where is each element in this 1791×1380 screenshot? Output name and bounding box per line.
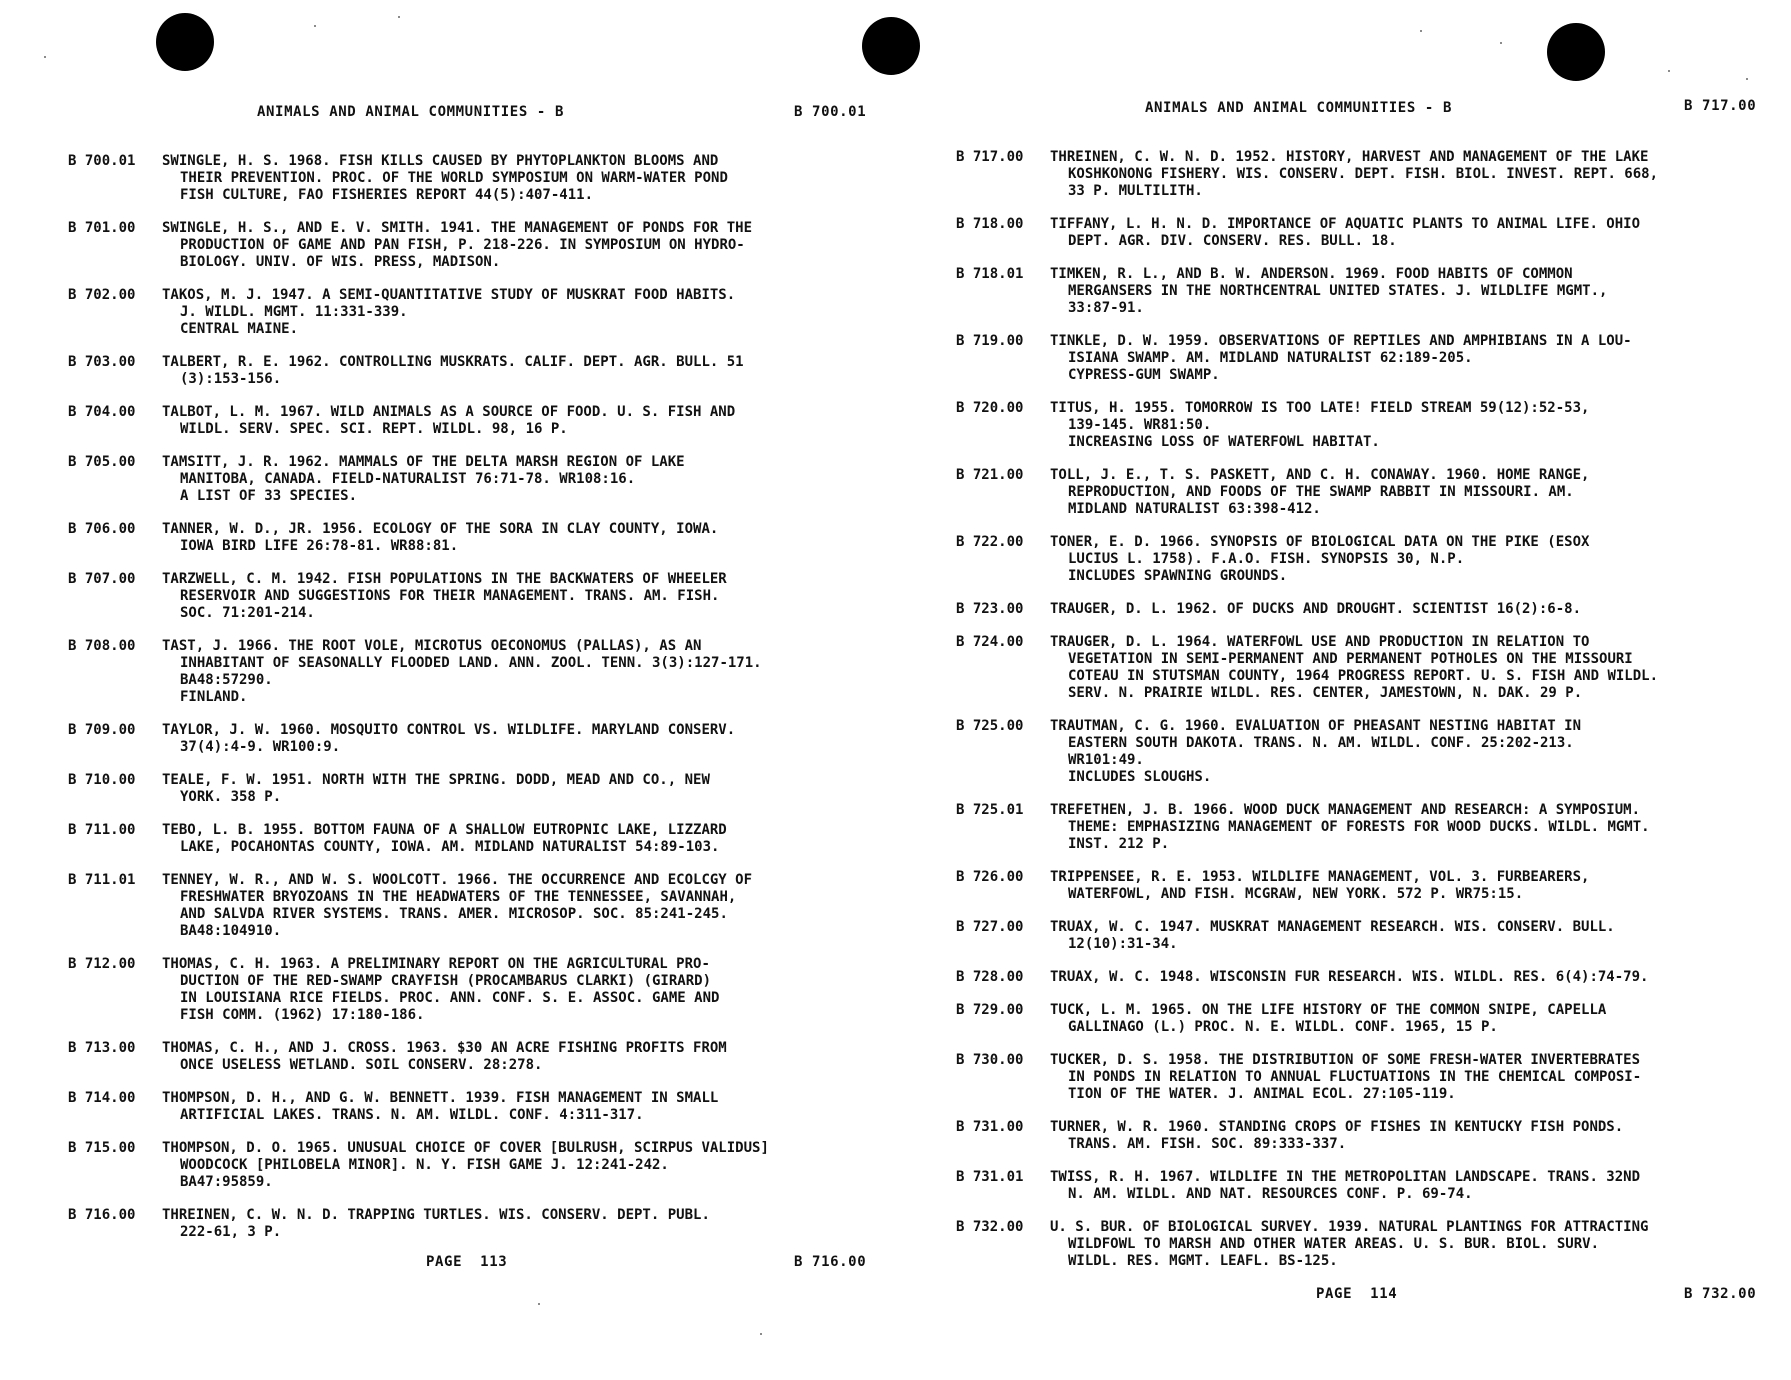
bibliography-entry [68, 454, 895, 505]
page-footer-code: B 716.00 [794, 1254, 867, 1270]
entry-code: B 728.00 [956, 969, 1024, 985]
citation-line: WILDL. SERV. SPEC. SCI. REPT. WILDL. 98, 16 P. [180, 421, 568, 437]
entry-code: B 705.00 [68, 454, 136, 470]
bibliography-entry [68, 822, 895, 856]
bibliography-entry [956, 969, 1791, 986]
bibliography-entry [956, 467, 1791, 518]
citation-line: (3):153-156. [180, 371, 282, 387]
entry-code: B 709.00 [68, 722, 136, 738]
citation-line: U. S. BUR. OF BIOLOGICAL SURVEY. 1939. NATURAL PLANTINGS FOR ATTRACTING [1050, 1219, 1649, 1235]
citation-line: BA47:95859. [180, 1174, 273, 1190]
citation-line: BA48:57290. [180, 672, 273, 688]
bibliography-entry [68, 287, 895, 338]
entry-list [68, 153, 895, 1257]
bibliography-entry [68, 1040, 895, 1074]
entry-code: B 724.00 [956, 634, 1024, 650]
citation-line: CYPRESS-GUM SWAMP. [1068, 367, 1220, 383]
citation-line: TRAUGER, D. L. 1962. OF DUCKS AND DROUGHT. SCIENTIST 16(2):6-8. [1050, 601, 1582, 617]
entry-citation [1050, 969, 1791, 986]
entry-code: B 713.00 [68, 1040, 136, 1056]
entry-code: B 730.00 [956, 1052, 1024, 1068]
citation-line: THOMAS, C. H., AND J. CROSS. 1963. $30 AN ACRE FISHING PROFITS FROM [162, 1040, 727, 1056]
entry-code: B 703.00 [68, 354, 136, 370]
citation-line: TANNER, W. D., JR. 1956. ECOLOGY OF THE SORA IN CLAY COUNTY, IOWA. [162, 521, 719, 537]
entry-code: B 723.00 [956, 601, 1024, 617]
citation-line: 12(10):31-34. [1068, 936, 1178, 952]
citation-line: SWINGLE, H. S., AND E. V. SMITH. 1941. THE MANAGEMENT OF PONDS FOR THE [162, 220, 753, 236]
bibliography-entry [956, 1119, 1791, 1153]
bibliography-entry [68, 1207, 895, 1241]
entry-code: B 717.00 [956, 149, 1024, 165]
citation-line: WILDFOWL TO MARSH AND OTHER WATER AREAS. U. S. BUR. BIOL. SURV. [1068, 1236, 1600, 1252]
entry-code: B 721.00 [956, 467, 1024, 483]
entry-code: B 718.01 [956, 266, 1024, 282]
citation-line: TREFETHEN, J. B. 1966. WOOD DUCK MANAGEMENT AND RESEARCH: A SYMPOSIUM. [1050, 802, 1641, 818]
citation-line: TINKLE, D. W. 1959. OBSERVATIONS OF REPTILES AND AMPHIBIANS IN A LOU- [1050, 333, 1632, 349]
citation-line: TIMKEN, R. L., AND B. W. ANDERSON. 1969. FOOD HABITS OF COMMON [1050, 266, 1573, 282]
entry-citation [162, 354, 895, 388]
page-header-code: B 717.00 [1684, 98, 1757, 114]
citation-line: RESERVOIR AND SUGGESTIONS FOR THEIR MANAGEMENT. TRANS. AM. FISH. [180, 588, 720, 604]
citation-line: WATERFOWL, AND FISH. MCGRAW, NEW YORK. 572 P. WR75:15. [1068, 886, 1524, 902]
citation-line: COTEAU IN STUTSMAN COUNTY, 1964 PROGRESS REPORT. U. S. FISH AND WILDL. [1068, 668, 1659, 684]
citation-line: A LIST OF 33 SPECIES. [180, 488, 358, 504]
citation-line: THREINEN, C. W. N. D. 1952. HISTORY, HARVEST AND MANAGEMENT OF THE LAKE [1050, 149, 1649, 165]
entry-code: B 706.00 [68, 521, 136, 537]
citation-line: MERGANSERS IN THE NORTHCENTRAL UNITED STATES. J. WILDLIFE MGMT., [1068, 283, 1608, 299]
citation-line: TIFFANY, L. H. N. D. IMPORTANCE OF AQUATIC PLANTS TO ANIMAL LIFE. OHIO [1050, 216, 1641, 232]
page-footer-code: B 732.00 [1684, 1286, 1757, 1302]
citation-line: BA48:104910. [180, 923, 282, 939]
citation-line: THREINEN, C. W. N. D. TRAPPING TURTLES. WIS. CONSERV. DEPT. PUBL. [162, 1207, 710, 1223]
citation-line: 139-145. WR81:50. [1068, 417, 1212, 433]
entry-citation [1050, 919, 1791, 953]
entry-citation [162, 1090, 895, 1124]
entry-citation [162, 404, 895, 438]
bibliography-entry [956, 266, 1791, 317]
bibliography-entry [68, 772, 895, 806]
bibliography-entry [956, 802, 1791, 853]
entry-code: B 729.00 [956, 1002, 1024, 1018]
entry-code: B 718.00 [956, 216, 1024, 232]
citation-line: IN LOUISIANA RICE FIELDS. PROC. ANN. CONF. S. E. ASSOC. GAME AND [180, 990, 720, 1006]
entry-code: B 732.00 [956, 1219, 1024, 1235]
citation-line: IOWA BIRD LIFE 26:78-81. WR88:81. [180, 538, 459, 554]
citation-line: REPRODUCTION, AND FOODS OF THE SWAMP RABBIT IN MISSOURI. AM. [1068, 484, 1574, 500]
citation-line: TION OF THE WATER. J. ANIMAL ECOL. 27:105-119. [1068, 1086, 1456, 1102]
citation-line: IN PONDS IN RELATION TO ANNUAL FLUCTUATIONS IN THE CHEMICAL COMPOSI- [1068, 1069, 1642, 1085]
entry-code: B 725.00 [956, 718, 1024, 734]
entry-citation [1050, 1002, 1791, 1036]
entry-code: B 715.00 [68, 1140, 136, 1156]
citation-line: TURNER, W. R. 1960. STANDING CROPS OF FISHES IN KENTUCKY FISH PONDS. [1050, 1119, 1624, 1135]
entry-code: B 720.00 [956, 400, 1024, 416]
bibliography-entry [956, 1219, 1791, 1270]
bibliography-entry [68, 638, 895, 706]
entry-citation [1050, 467, 1791, 518]
citation-line: KOSHKONONG FISHERY. WIS. CONSERV. DEPT. FISH. BIOL. INVEST. REPT. 668, [1068, 166, 1659, 182]
entry-citation [1050, 601, 1791, 618]
entry-code: B 708.00 [68, 638, 136, 654]
citation-line: THOMAS, C. H. 1963. A PRELIMINARY REPORT ON THE AGRICULTURAL PRO- [162, 956, 710, 972]
entry-citation [1050, 1052, 1791, 1103]
entry-code: B 712.00 [68, 956, 136, 972]
bibliography-entry [956, 718, 1791, 786]
citation-line: DUCTION OF THE RED-SWAMP CRAYFISH (PROCAMBARUS CLARKI) (GIRARD) [180, 973, 712, 989]
entry-citation [162, 571, 895, 622]
citation-line: 222-61, 3 P. [180, 1224, 282, 1240]
citation-line: THOMPSON, D. H., AND G. W. BENNETT. 1939. FISH MANAGEMENT IN SMALL [162, 1090, 719, 1106]
citation-line: TAMSITT, J. R. 1962. MAMMALS OF THE DELTA MARSH REGION OF LAKE [162, 454, 685, 470]
entry-citation [162, 521, 895, 555]
citation-line: TAKOS, M. J. 1947. A SEMI-QUANTITATIVE STUDY OF MUSKRAT FOOD HABITS. [162, 287, 736, 303]
bibliography-entry [956, 149, 1791, 200]
entry-code: B 702.00 [68, 287, 136, 303]
page-footer-number: PAGE 113 [426, 1254, 508, 1270]
entry-citation [162, 956, 895, 1024]
bibliography-entry [68, 404, 895, 438]
citation-line: TRAUGER, D. L. 1964. WATERFOWL USE AND PRODUCTION IN RELATION TO [1050, 634, 1590, 650]
citation-line: TEBO, L. B. 1955. BOTTOM FAUNA OF A SHALLOW EUTROPNIC LAKE, LIZZARD [162, 822, 727, 838]
bibliography-entry [68, 872, 895, 940]
citation-line: 33 P. MULTILITH. [1068, 183, 1203, 199]
citation-line: TRUAX, W. C. 1948. WISCONSIN FUR RESEARCH. WIS. WILDL. RES. 6(4):74-79. [1050, 969, 1649, 985]
citation-line: INCLUDES SPAWNING GROUNDS. [1068, 568, 1288, 584]
entry-code: B 731.01 [956, 1169, 1024, 1185]
left-page [0, 0, 895, 1380]
page-header-title: ANIMALS AND ANIMAL COMMUNITIES - B [1145, 100, 1452, 116]
citation-line: TUCKER, D. S. 1958. THE DISTRIBUTION OF SOME FRESH-WATER INVERTEBRATES [1050, 1052, 1641, 1068]
citation-line: LUCIUS L. 1758). F.A.O. FISH. SYNOPSIS 30, N.P. [1068, 551, 1465, 567]
citation-line: FISH COMM. (1962) 17:180-186. [180, 1007, 425, 1023]
entry-citation [1050, 216, 1791, 250]
citation-line: WOODCOCK [PHILOBELA MINOR]. N. Y. FISH GAME J. 12:241-242. [180, 1157, 669, 1173]
page-header-code: B 700.01 [794, 104, 867, 120]
citation-line: TUCK, L. M. 1965. ON THE LIFE HISTORY OF THE COMMON SNIPE, CAPELLA [1050, 1002, 1607, 1018]
citation-line: THEME: EMPHASIZING MANAGEMENT OF FORESTS FOR WOOD DUCKS. WILDL. MGMT. [1068, 819, 1650, 835]
citation-line: TONER, E. D. 1966. SYNOPSIS OF BIOLOGICAL DATA ON THE PIKE (ESOX [1050, 534, 1590, 550]
citation-line: CENTRAL MAINE. [180, 321, 299, 337]
entry-citation [1050, 1119, 1791, 1153]
entry-citation [162, 220, 895, 271]
citation-line: TALBERT, R. E. 1962. CONTROLLING MUSKRATS. CALIF. DEPT. AGR. BULL. 51 [162, 354, 744, 370]
entry-citation [1050, 534, 1791, 585]
entry-code: B 704.00 [68, 404, 136, 420]
entry-code: B 711.01 [68, 872, 136, 888]
entry-citation [162, 638, 895, 706]
entry-list [956, 149, 1791, 1286]
citation-line: ONCE USELESS WETLAND. SOIL CONSERV. 28:278. [180, 1057, 543, 1073]
citation-line: FISH CULTURE, FAO FISHERIES REPORT 44(5):407-411. [180, 187, 594, 203]
citation-line: TRIPPENSEE, R. E. 1953. WILDLIFE MANAGEMENT, VOL. 3. FURBEARERS, [1050, 869, 1590, 885]
citation-line: TRAUTMAN, C. G. 1960. EVALUATION OF PHEASANT NESTING HABITAT IN [1050, 718, 1582, 734]
entry-code: B 726.00 [956, 869, 1024, 885]
citation-line: WILDL. RES. MGMT. LEAFL. BS-125. [1068, 1253, 1338, 1269]
citation-line: AND SALVDA RIVER SYSTEMS. TRANS. AMER. MICROSOP. SOC. 85:241-245. [180, 906, 728, 922]
citation-line: YORK. 358 P. [180, 789, 282, 805]
bibliography-entry [68, 1140, 895, 1191]
entry-citation [162, 454, 895, 505]
citation-line: MANITOBA, CANADA. FIELD-NATURALIST 76:71-78. WR108:16. [180, 471, 636, 487]
citation-line: 33:87-91. [1068, 300, 1144, 316]
entry-citation [1050, 400, 1791, 451]
entry-citation [162, 1140, 895, 1191]
citation-line: N. AM. WILDL. AND NAT. RESOURCES CONF. P. 69-74. [1068, 1186, 1473, 1202]
page-footer-number: PAGE 114 [1316, 1286, 1398, 1302]
entry-code: B 710.00 [68, 772, 136, 788]
entry-citation [162, 872, 895, 940]
entry-citation [162, 822, 895, 856]
entry-citation [1050, 718, 1791, 786]
citation-line: TITUS, H. 1955. TOMORROW IS TOO LATE! FIELD STREAM 59(12):52-53, [1050, 400, 1590, 416]
citation-line: TENNEY, W. R., AND W. S. WOOLCOTT. 1966. THE OCCURRENCE AND ECOLCGY OF [162, 872, 753, 888]
page-header-title: ANIMALS AND ANIMAL COMMUNITIES - B [257, 104, 564, 120]
bibliography-entry [68, 722, 895, 756]
entry-code: B 711.00 [68, 822, 136, 838]
bibliography-entry [956, 534, 1791, 585]
citation-line: TRANS. AM. FISH. SOC. 89:333-337. [1068, 1136, 1347, 1152]
citation-line: INHABITANT OF SEASONALLY FLOODED LAND. ANN. ZOOL. TENN. 3(3):127-171. [180, 655, 762, 671]
entry-citation [1050, 634, 1791, 702]
entry-code: B 719.00 [956, 333, 1024, 349]
entry-citation [1050, 1219, 1791, 1270]
citation-line: INCREASING LOSS OF WATERFOWL HABITAT. [1068, 434, 1380, 450]
citation-line: SOC. 71:201-214. [180, 605, 315, 621]
citation-line: TWISS, R. H. 1967. WILDLIFE IN THE METROPOLITAN LANDSCAPE. TRANS. 32ND [1050, 1169, 1641, 1185]
entry-code: B 722.00 [956, 534, 1024, 550]
bibliography-entry [68, 521, 895, 555]
entry-code: B 701.00 [68, 220, 136, 236]
entry-citation [1050, 1169, 1791, 1203]
right-page [895, 0, 1791, 1380]
entry-code: B 714.00 [68, 1090, 136, 1106]
citation-line: TRUAX, W. C. 1947. MUSKRAT MANAGEMENT RESEARCH. WIS. CONSERV. BULL. [1050, 919, 1615, 935]
citation-line: INCLUDES SLOUGHS. [1068, 769, 1212, 785]
citation-line: INST. 212 P. [1068, 836, 1170, 852]
entry-citation [162, 1207, 895, 1241]
entry-citation [162, 772, 895, 806]
citation-line: GALLINAGO (L.) PROC. N. E. WILDL. CONF. 1965, 15 P. [1068, 1019, 1498, 1035]
citation-line: J. WILDL. MGMT. 11:331-339. [180, 304, 408, 320]
entry-code: B 716.00 [68, 1207, 136, 1223]
bibliography-entry [956, 216, 1791, 250]
citation-line: THOMPSON, D. O. 1965. UNUSUAL CHOICE OF COVER [BULRUSH, SCIRPUS VALIDUS] [162, 1140, 769, 1156]
citation-line: ARTIFICIAL LAKES. TRANS. N. AM. WILDL. CONF. 4:311-317. [180, 1107, 644, 1123]
citation-line: PRODUCTION OF GAME AND PAN FISH, P. 218-226. IN SYMPOSIUM ON HYDRO- [180, 237, 745, 253]
entry-code: B 731.00 [956, 1119, 1024, 1135]
citation-line: THEIR PREVENTION. PROC. OF THE WORLD SYMPOSIUM ON WARM-WATER POND [180, 170, 728, 186]
bibliography-entry [956, 1052, 1791, 1103]
citation-line: WR101:49. [1068, 752, 1144, 768]
entry-code: B 725.01 [956, 802, 1024, 818]
citation-line: TALBOT, L. M. 1967. WILD ANIMALS AS A SOURCE OF FOOD. U. S. FISH AND [162, 404, 736, 420]
bibliography-entry [68, 153, 895, 204]
citation-line: VEGETATION IN SEMI-PERMANENT AND PERMANENT POTHOLES ON THE MISSOURI [1068, 651, 1633, 667]
citation-line: MIDLAND NATURALIST 63:398-412. [1068, 501, 1321, 517]
entry-citation [162, 287, 895, 338]
citation-line: SWINGLE, H. S. 1968. FISH KILLS CAUSED BY PHYTOPLANKTON BLOOMS AND [162, 153, 719, 169]
bibliography-entry [68, 1090, 895, 1124]
citation-line: FRESHWATER BRYOZOANS IN THE HEADWATERS OF THE TENNESSEE, SAVANNAH, [180, 889, 737, 905]
entry-code: B 727.00 [956, 919, 1024, 935]
entry-citation [162, 1040, 895, 1074]
citation-line: EASTERN SOUTH DAKOTA. TRANS. N. AM. WILDL. CONF. 25:202-213. [1068, 735, 1574, 751]
citation-line: FINLAND. [180, 689, 248, 705]
bibliography-entry [956, 333, 1791, 384]
citation-line: 37(4):4-9. WR100:9. [180, 739, 341, 755]
entry-citation [1050, 266, 1791, 317]
entry-code: B 700.01 [68, 153, 136, 169]
entry-citation [1050, 869, 1791, 903]
bibliography-entry [68, 220, 895, 271]
bibliography-entry [956, 1002, 1791, 1036]
bibliography-entry [956, 919, 1791, 953]
entry-citation [1050, 149, 1791, 200]
entry-citation [162, 153, 895, 204]
bibliography-entry [68, 956, 895, 1024]
citation-line: LAKE, POCAHONTAS COUNTY, IOWA. AM. MIDLAND NATURALIST 54:89-103. [180, 839, 720, 855]
bibliography-entry [68, 354, 895, 388]
entry-code: B 707.00 [68, 571, 136, 587]
entry-citation [1050, 802, 1791, 853]
citation-line: BIOLOGY. UNIV. OF WIS. PRESS, MADISON. [180, 254, 501, 270]
citation-line: TOLL, J. E., T. S. PASKETT, AND C. H. CONAWAY. 1960. HOME RANGE, [1050, 467, 1590, 483]
entry-citation [1050, 333, 1791, 384]
citation-line: TAST, J. 1966. THE ROOT VOLE, MICROTUS OECONOMUS (PALLAS), AS AN [162, 638, 702, 654]
citation-line: DEPT. AGR. DIV. CONSERV. RES. BULL. 18. [1068, 233, 1397, 249]
bibliography-entry [956, 1169, 1791, 1203]
citation-line: TAYLOR, J. W. 1960. MOSQUITO CONTROL VS. WILDLIFE. MARYLAND CONSERV. [162, 722, 736, 738]
bibliography-entry [68, 571, 895, 622]
citation-line: TARZWELL, C. M. 1942. FISH POPULATIONS IN THE BACKWATERS OF WHEELER [162, 571, 727, 587]
bibliography-entry [956, 601, 1791, 618]
citation-line: ISIANA SWAMP. AM. MIDLAND NATURALIST 62:189-205. [1068, 350, 1473, 366]
bibliography-entry [956, 400, 1791, 451]
entry-citation [162, 722, 895, 756]
citation-line: SERV. N. PRAIRIE WILDL. RES. CENTER, JAMESTOWN, N. DAK. 29 P. [1068, 685, 1583, 701]
bibliography-entry [956, 869, 1791, 903]
bibliography-entry [956, 634, 1791, 702]
citation-line: TEALE, F. W. 1951. NORTH WITH THE SPRING. DODD, MEAD AND CO., NEW [162, 772, 710, 788]
